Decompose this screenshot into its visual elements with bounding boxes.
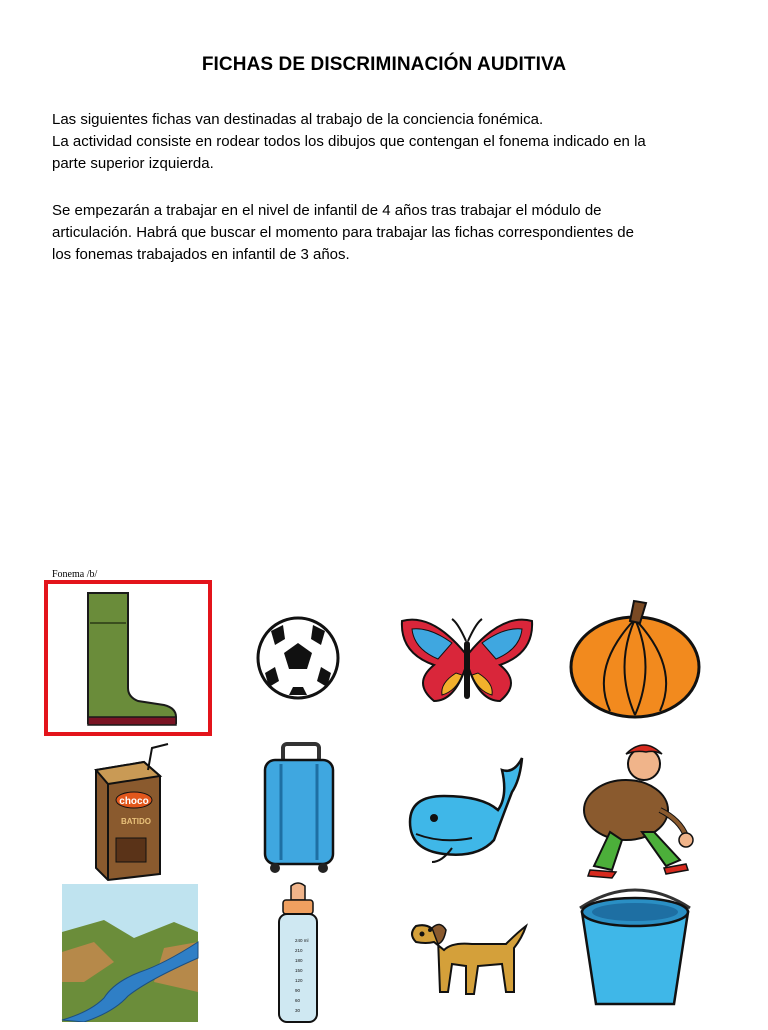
pumpkin-icon[interactable]: [550, 583, 720, 733]
text-line: Se empezarán a trabajar en el nivel de infantil de 4 años tras trabajar el módulo de: [52, 202, 602, 219]
bottle-mark: 30: [295, 1008, 301, 1013]
hunchback-icon[interactable]: [550, 740, 720, 890]
whale-icon[interactable]: [382, 740, 552, 890]
bottle-mark: 60: [295, 998, 301, 1003]
page-title: FICHAS DE DISCRIMINACIÓN AUDITIVA: [201, 54, 567, 75]
text-line: Las siguientes fichas van destinadas al trabajo de la conciencia fonémica.: [52, 111, 544, 128]
bottle-mark: 180: [295, 958, 303, 963]
bottle-mark: 150: [295, 968, 303, 973]
butterfly-icon[interactable]: [382, 583, 552, 733]
river-icon[interactable]: [44, 872, 214, 1022]
text-line: parte superior izquierda.: [52, 155, 214, 172]
baby-bottle-icon[interactable]: [213, 880, 383, 1030]
bottle-mark: 90: [295, 988, 301, 993]
dog-icon[interactable]: [382, 872, 552, 1022]
bucket-icon[interactable]: [550, 872, 720, 1022]
juice-box-icon[interactable]: [44, 740, 214, 890]
bottle-mark: 240 ml: [295, 938, 309, 943]
ball-icon[interactable]: [213, 583, 383, 733]
suitcase-icon[interactable]: [213, 740, 383, 890]
juice-box-brand: choco: [119, 796, 149, 807]
text-line: La actividad consiste en rodear todos los dibujos que contengan el fonema indicado en la: [52, 133, 646, 150]
bottle-mark: 210: [295, 948, 303, 953]
intro-paragraph: [52, 109, 732, 175]
fonema-label: Fonema /b/: [52, 569, 98, 580]
bottle-mark: 120: [295, 978, 303, 983]
text-line: los fonemas trabajados en infantil de 3 años.: [52, 246, 350, 263]
highlight-frame: [44, 580, 212, 736]
text-line: articulación. Habrá que buscar el momento para trabajar las fichas correspondientes de: [52, 224, 634, 241]
instructions-paragraph: [52, 200, 732, 266]
juice-box-subtext: BATIDO: [120, 817, 152, 826]
